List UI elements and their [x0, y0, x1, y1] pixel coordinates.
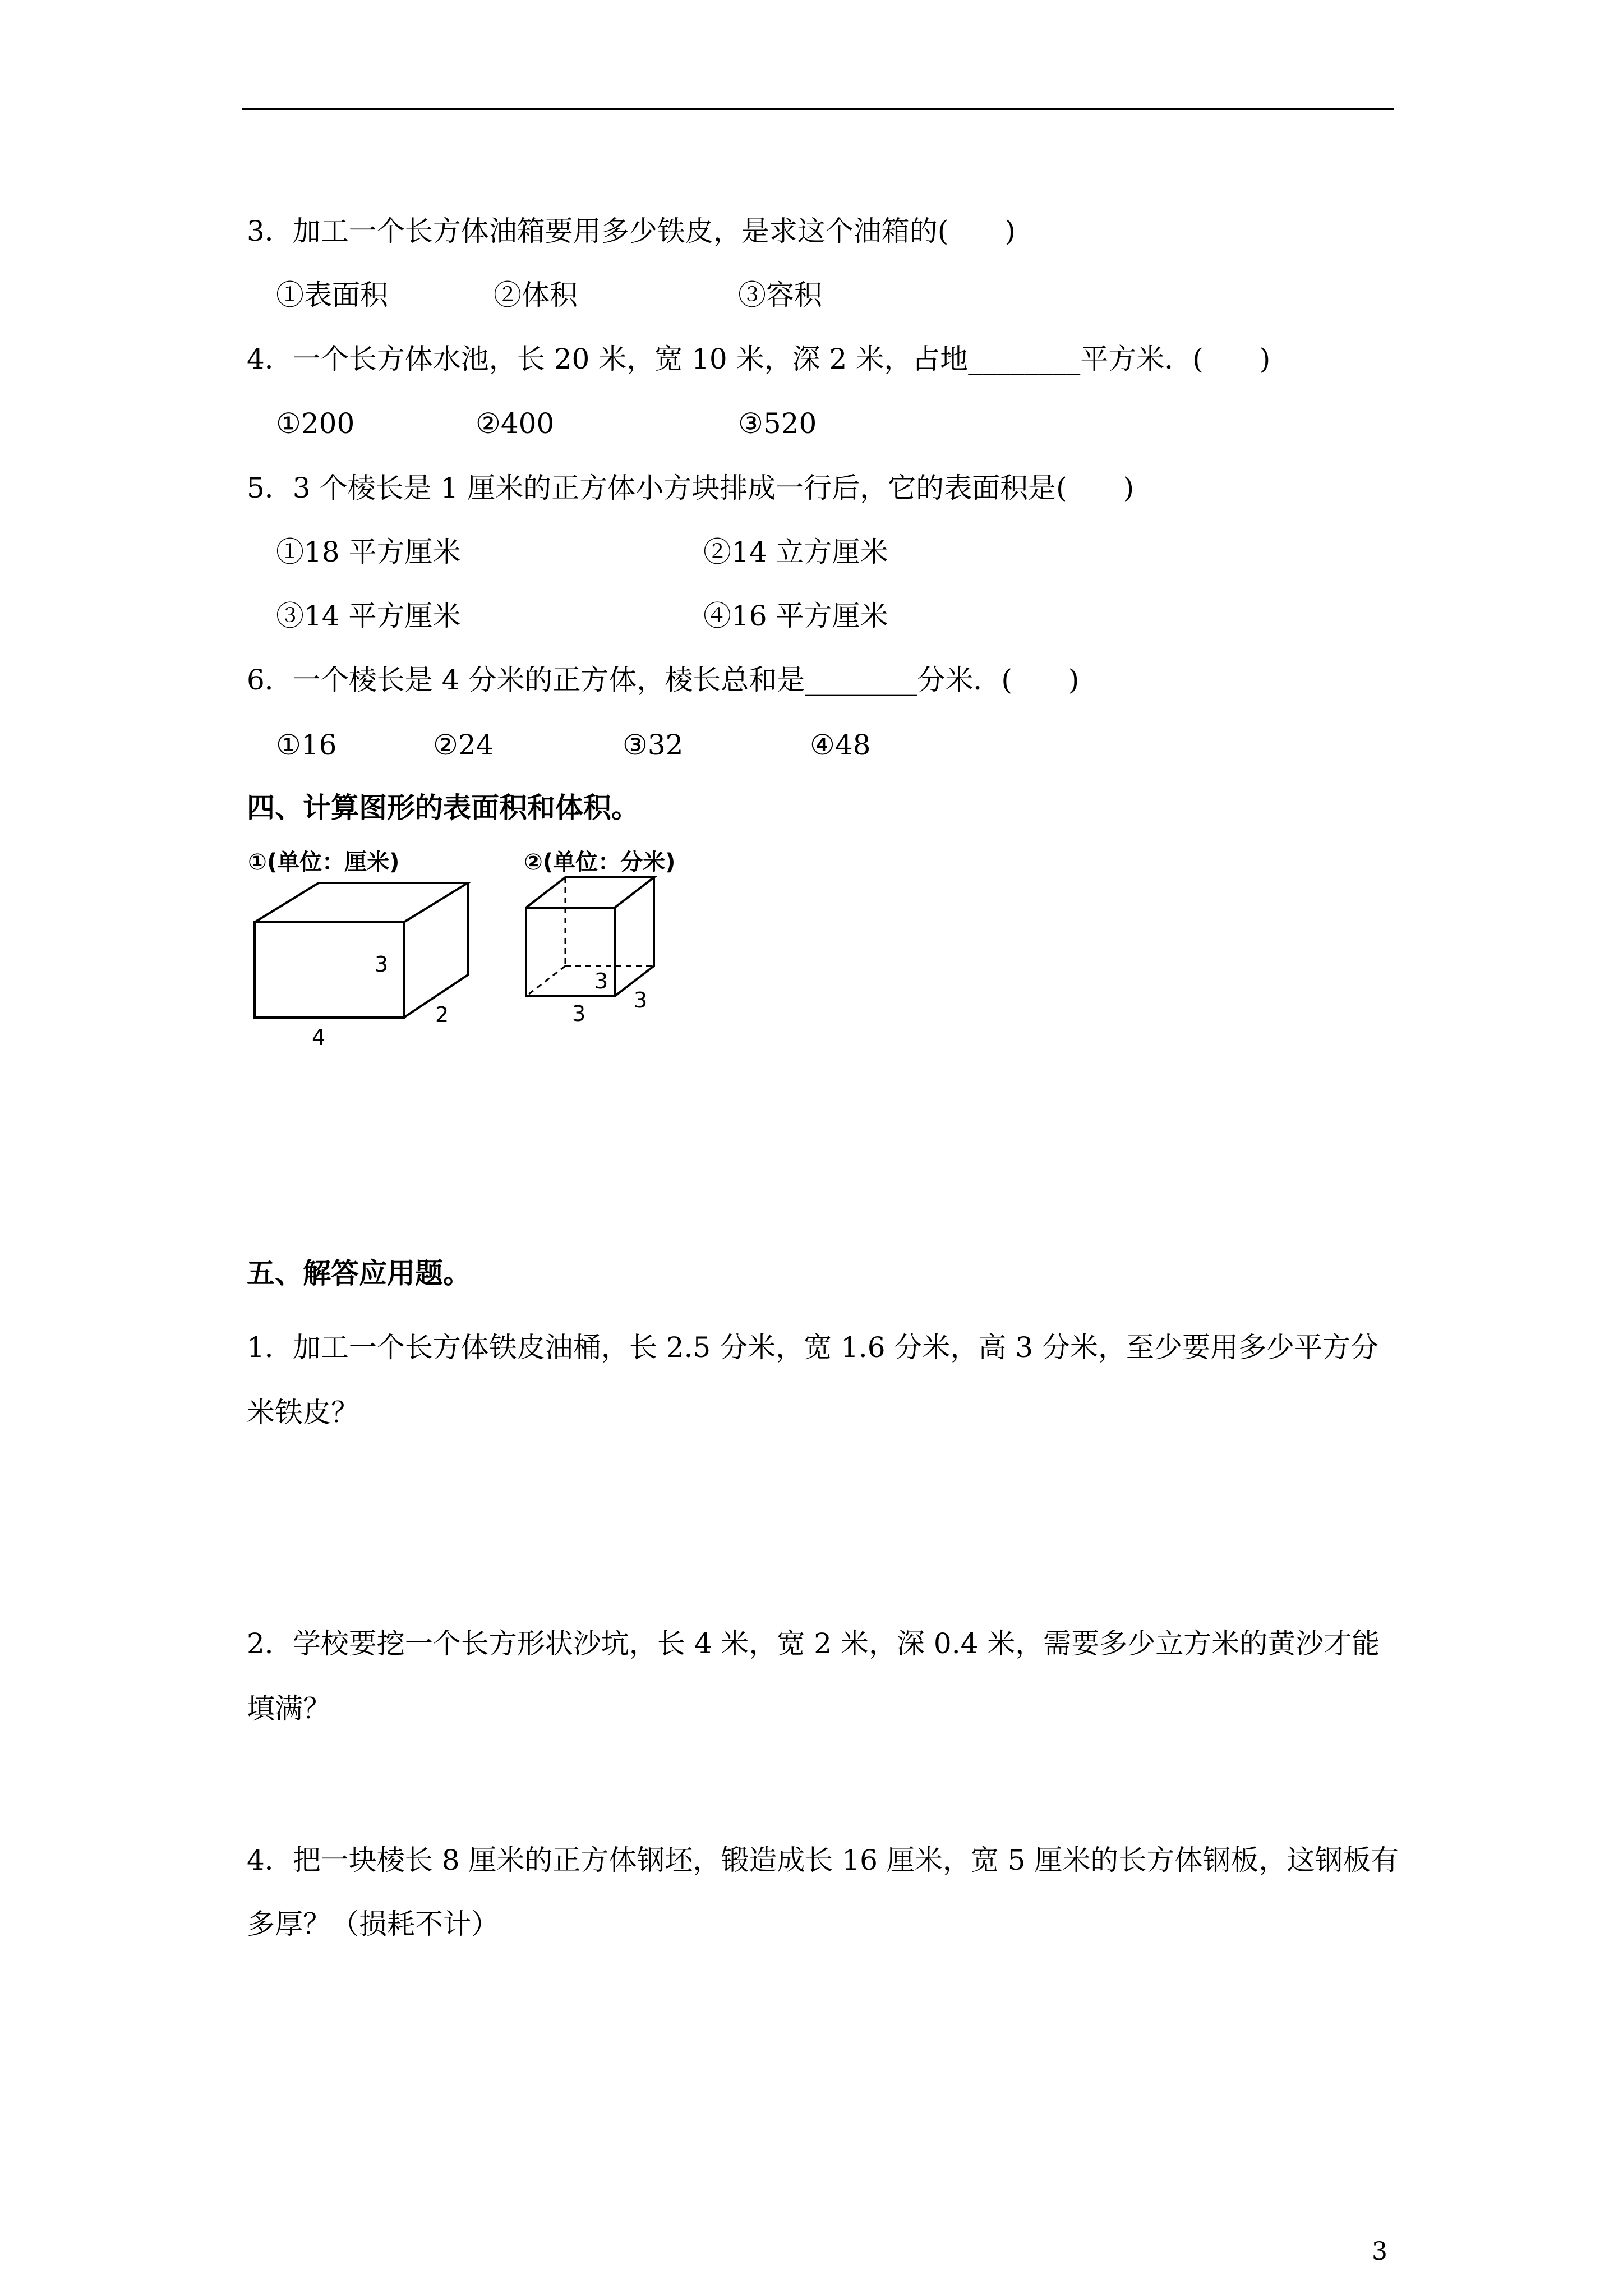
section-4-heading: 四、计算图形的表面积和体积。	[247, 792, 639, 824]
question-6-option-3: ③32	[623, 729, 684, 761]
cube-caption: ②(单位：分米)	[524, 849, 676, 875]
page-number: 3	[1372, 2237, 1387, 2266]
cuboid-caption: ①(单位：厘米)	[248, 849, 400, 875]
cube-side-face	[615, 877, 654, 996]
cube-depth-label: 3	[634, 988, 648, 1013]
question-5-text: 5．3 个棱长是 1 厘米的正方体小方块排成一行后，它的表面积是( )	[247, 472, 1135, 504]
cube-top-face	[526, 877, 654, 908]
cube-inner-label: 3	[594, 969, 608, 993]
problem-4-line-2: 多厚？（损耗不计）	[247, 1908, 499, 1940]
question-3-option-2: ②体积	[494, 279, 578, 311]
problem-4-line-1: 4．把一块棱长 8 厘米的正方体钢坯，锻造成长 16 厘米，宽 5 厘米的长方体钢板，这钢板有	[247, 1844, 1399, 1876]
question-3-option-3: ③容积	[738, 279, 822, 311]
cube-hidden-edge-depth	[526, 966, 565, 996]
header-rule	[242, 108, 1394, 110]
question-5-option-2: ②14 立方厘米	[703, 536, 888, 568]
problem-2-line-2: 填满？	[247, 1692, 331, 1725]
question-5-option-4: ④16 平方厘米	[703, 600, 888, 632]
question-4-option-3: ③520	[738, 407, 817, 440]
question-6-option-4: ④48	[810, 729, 871, 761]
question-4-option-1: ①200	[276, 407, 355, 440]
question-6-option-2: ②24	[433, 729, 494, 761]
question-6-option-1: ①16	[276, 729, 337, 761]
problem-1-line-1: 1．加工一个长方体铁皮油桶，长 2.5 分米，宽 1.6 分米，高 3 分米，至少要用多少平方分	[247, 1331, 1379, 1364]
question-3-text: 3．加工一个长方体油箱要用多少铁皮，是求这个油箱的( )	[247, 215, 1016, 247]
cuboid-figure	[245, 841, 480, 1049]
problem-2-line-1: 2．学校要挖一个长方形状沙坑，长 4 米，宽 2 米，深 0.4 米，需要多少立方米的黄沙才能	[247, 1627, 1380, 1660]
question-3-option-1: ①表面积	[276, 279, 388, 311]
cube-bottom-label: 3	[572, 1001, 586, 1026]
problem-1-line-2: 米铁皮？	[247, 1396, 359, 1429]
cuboid-top-face	[255, 883, 468, 922]
question-4-option-2: ②400	[476, 407, 555, 440]
cuboid-depth-label: 2	[435, 1002, 449, 1027]
question-4-text: 4．一个长方体水池，长 20 米，宽 10 米，深 2 米，占地________平方米．( )	[247, 343, 1271, 375]
cuboid-height-label: 3	[375, 952, 389, 977]
question-5-option-3: ③14 平方厘米	[276, 600, 461, 632]
section-5-heading: 五、解答应用题。	[247, 1257, 471, 1290]
question-6-text: 6．一个棱长是 4 分米的正方体，棱长总和是________分米．( )	[247, 664, 1080, 696]
question-5-option-1: ①18 平方厘米	[276, 536, 461, 568]
cube-figure	[516, 841, 718, 1027]
cuboid-length-label: 4	[312, 1025, 326, 1049]
